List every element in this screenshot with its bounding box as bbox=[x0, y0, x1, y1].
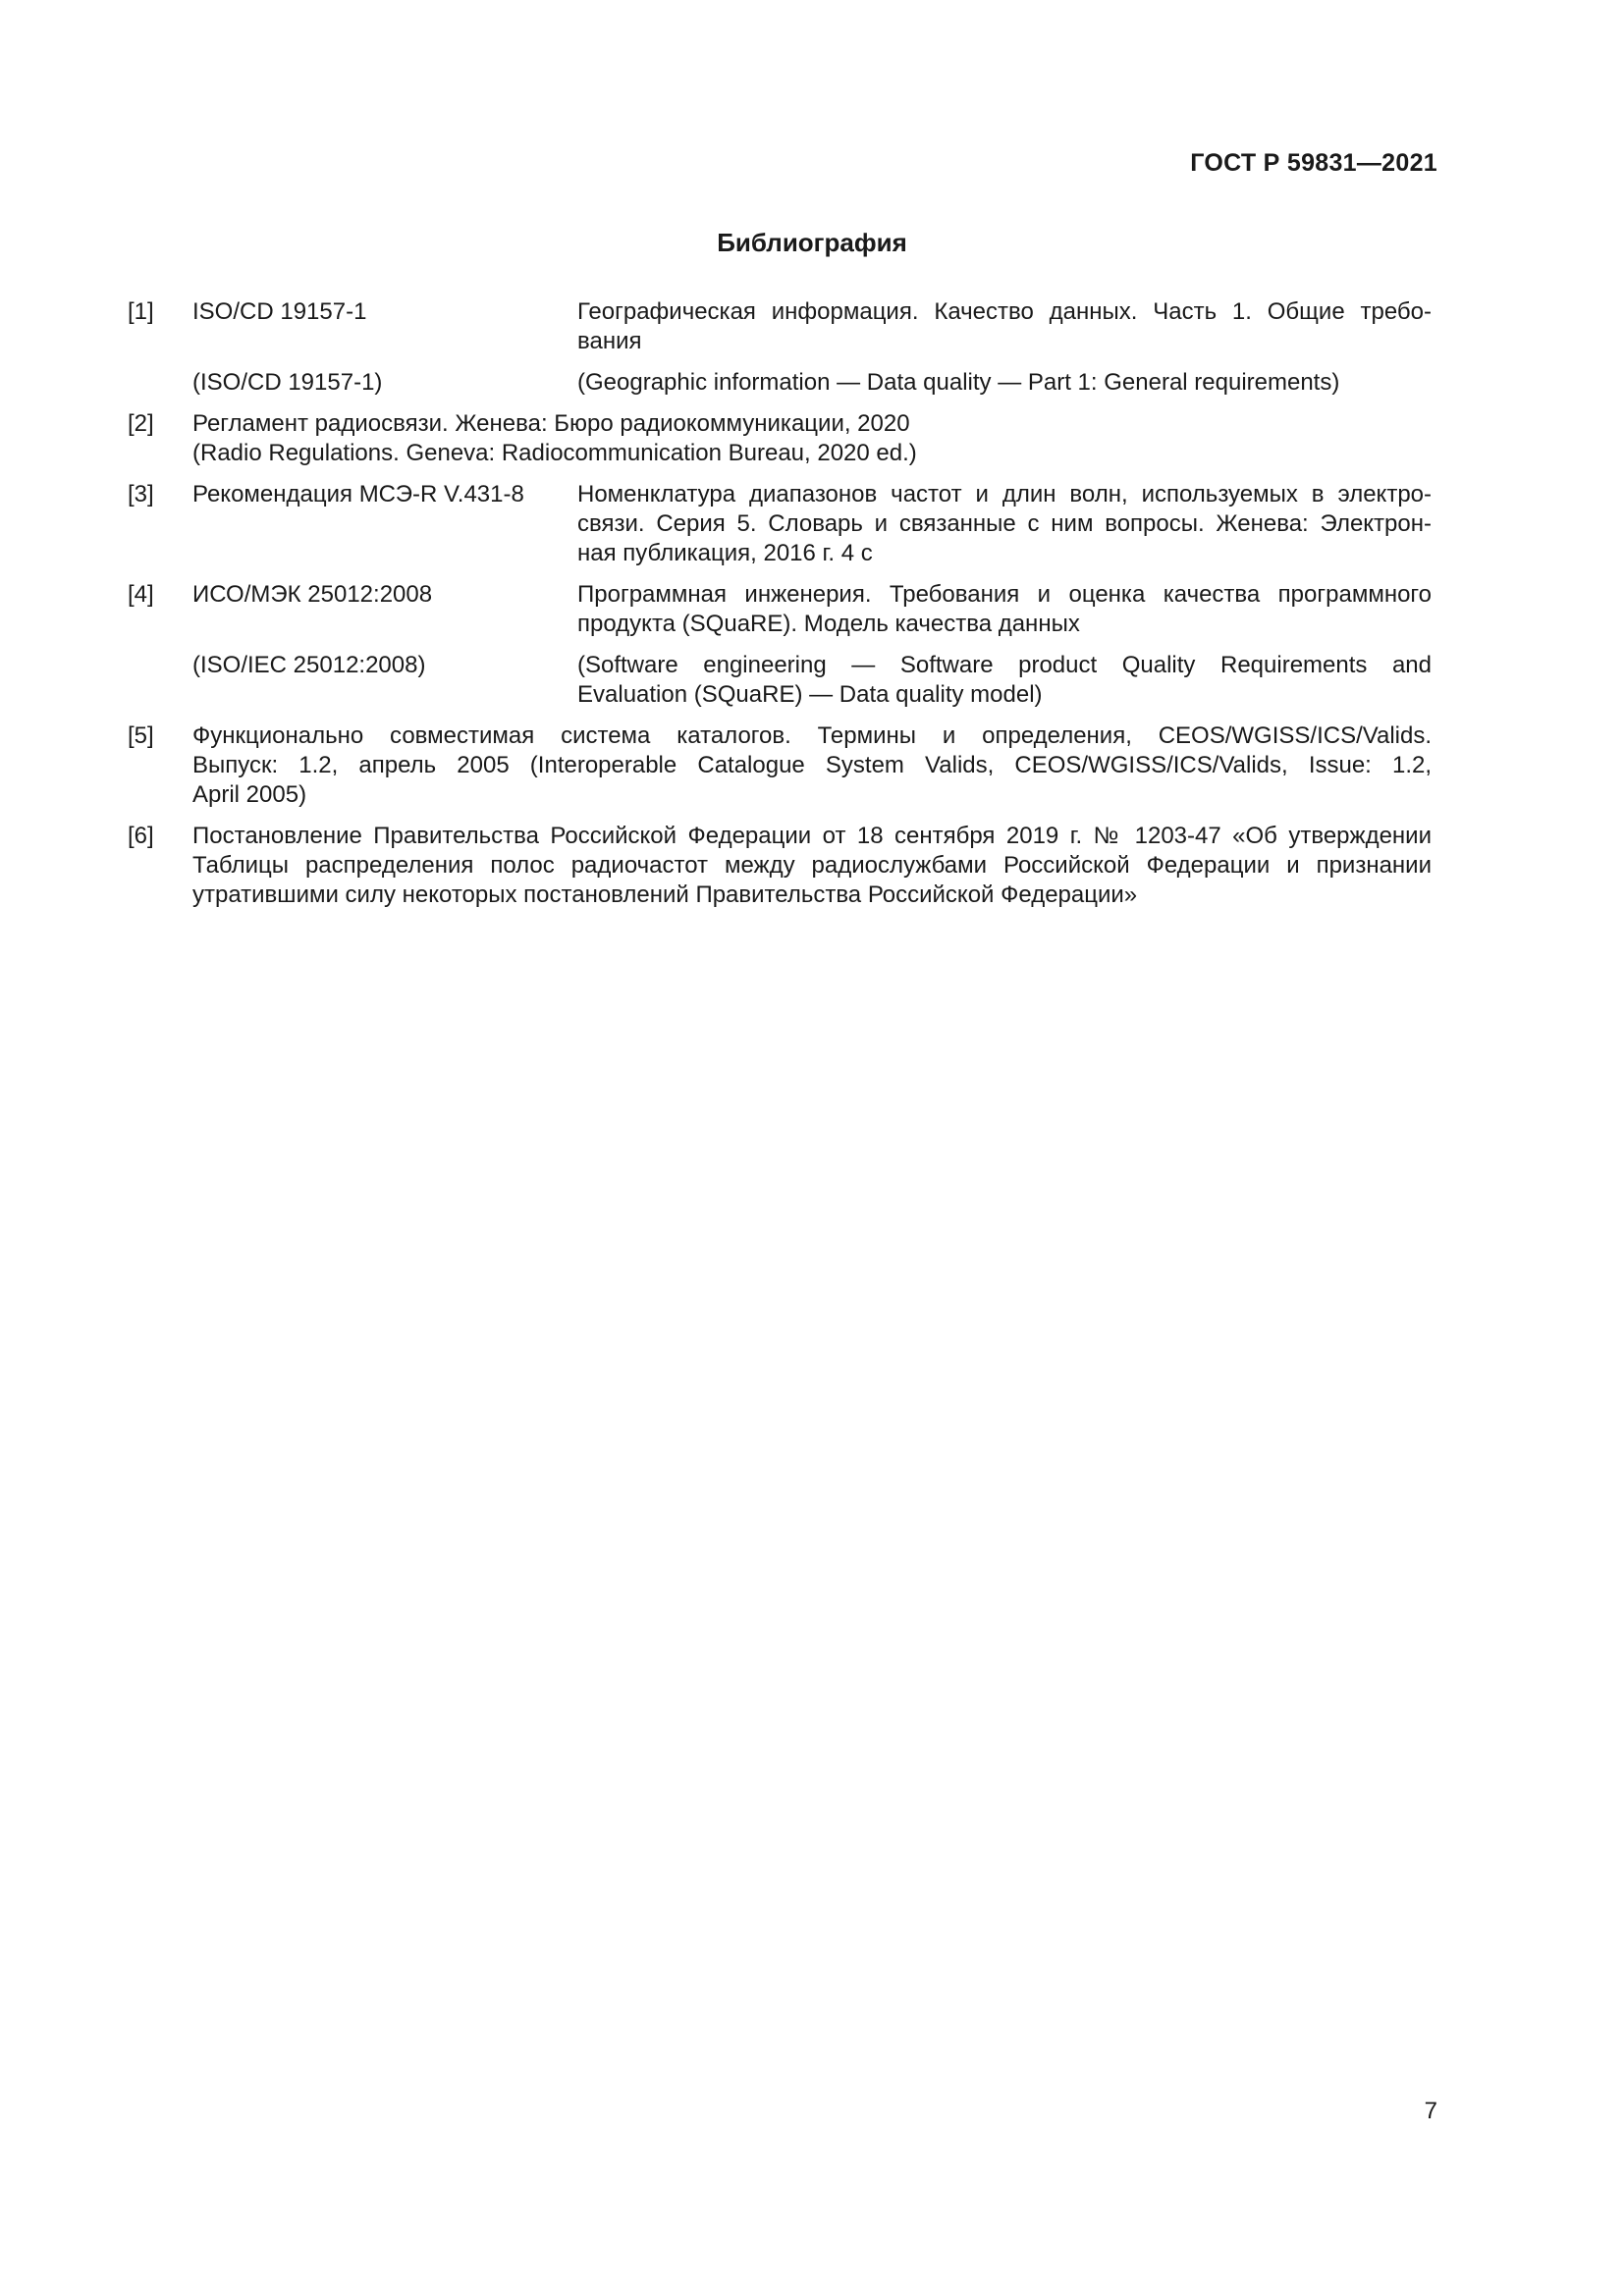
entry-designation-en: (ISO/IEC 25012:2008) bbox=[192, 652, 426, 678]
entry-text bbox=[192, 822, 1432, 910]
entry-text-line: Таблицы распределения полос радиочастот между радиослужбами Российской Федерации и признании bbox=[192, 852, 1432, 879]
bibliography-entry-4 bbox=[128, 580, 1432, 710]
entry-text-line: Постановление Правительства Российской Федерации от 18 сентября 2019 г. № 1203-47 «Об утверждении bbox=[192, 823, 1432, 849]
entry-text-line: утратившими силу некоторых постановлений Правительства Российской Федерации» bbox=[192, 881, 1138, 908]
entry-title bbox=[577, 297, 1432, 356]
entry-text-line: (Radio Regulations. Geneva: Radiocommunication Bureau, 2020 ed.) bbox=[192, 440, 917, 466]
entry-number: [5] bbox=[128, 722, 154, 749]
page-number: 7 bbox=[1424, 2098, 1437, 2124]
entry-text-line: Регламент радиосвязи. Женева: Бюро радиокоммуникации, 2020 bbox=[192, 410, 910, 437]
entry-designation: ISO/CD 19157-1 bbox=[192, 298, 367, 325]
entry-number: [3] bbox=[128, 481, 154, 507]
entry-title bbox=[577, 580, 1432, 639]
entry-title bbox=[577, 480, 1432, 568]
entry-number: [2] bbox=[128, 410, 154, 437]
entry-designation-en: (ISO/CD 19157-1) bbox=[192, 369, 383, 396]
entry-title-line: связи. Серия 5. Словарь и связанные с ним вопросы. Женева: Электрон- bbox=[577, 510, 1432, 537]
entry-text-line: Функционально совместимая система каталогов. Термины и определения, CEOS/WGISS/ICS/Valids. bbox=[192, 722, 1432, 749]
entry-title-en: (Geographic information — Data quality — Part 1: General requirements) bbox=[577, 369, 1340, 396]
entry-text bbox=[192, 409, 1432, 468]
bibliography-entry-3 bbox=[128, 480, 1432, 568]
entry-number: [6] bbox=[128, 823, 154, 849]
entry-text bbox=[192, 721, 1432, 810]
entry-text-line: Выпуск: 1.2, апрель 2005 (Interoperable Catalogue System Valids, CEOS/WGISS/ICS/Valids, Issue: 1.2, bbox=[192, 752, 1432, 778]
entry-title-line: ная публикация, 2016 г. 4 с bbox=[577, 540, 873, 566]
entry-number: [4] bbox=[128, 581, 154, 608]
entry-title-line: продукта (SQuaRE). Модель качества данных bbox=[577, 611, 1080, 637]
section-title bbox=[0, 228, 1624, 258]
entry-title-line: Программная инженерия. Требования и оценка качества программного bbox=[577, 581, 1432, 608]
bibliography-list bbox=[128, 297, 1432, 922]
entry-designation: Рекомендация МСЭ-R V.431-8 bbox=[192, 481, 524, 507]
entry-number: [1] bbox=[128, 298, 154, 325]
bibliography-entry-1 bbox=[128, 297, 1432, 398]
bibliography-heading: Библиография bbox=[717, 228, 907, 257]
entry-title-line: (Software engineering — Software product Quality Requirements and bbox=[577, 652, 1432, 678]
entry-title-line: Географическая информация. Качество данных. Часть 1. Общие требо- bbox=[577, 298, 1432, 325]
entry-title-line: Evaluation (SQuaRE) — Data quality model) bbox=[577, 681, 1043, 708]
entry-text-line: April 2005) bbox=[192, 781, 307, 808]
bibliography-entry-5 bbox=[128, 721, 1432, 810]
entry-designation: ИСО/МЭК 25012:2008 bbox=[192, 581, 433, 608]
entry-title-line: вания bbox=[577, 328, 642, 354]
entry-title-line: Номенклатура диапазонов частот и длин волн, используемых в электро- bbox=[577, 481, 1432, 507]
bibliography-entry-6 bbox=[128, 822, 1432, 910]
entry-title-en bbox=[577, 651, 1432, 710]
bibliography-entry-2 bbox=[128, 409, 1432, 468]
standard-code-header: ГОСТ Р 59831—2021 bbox=[1190, 149, 1437, 177]
